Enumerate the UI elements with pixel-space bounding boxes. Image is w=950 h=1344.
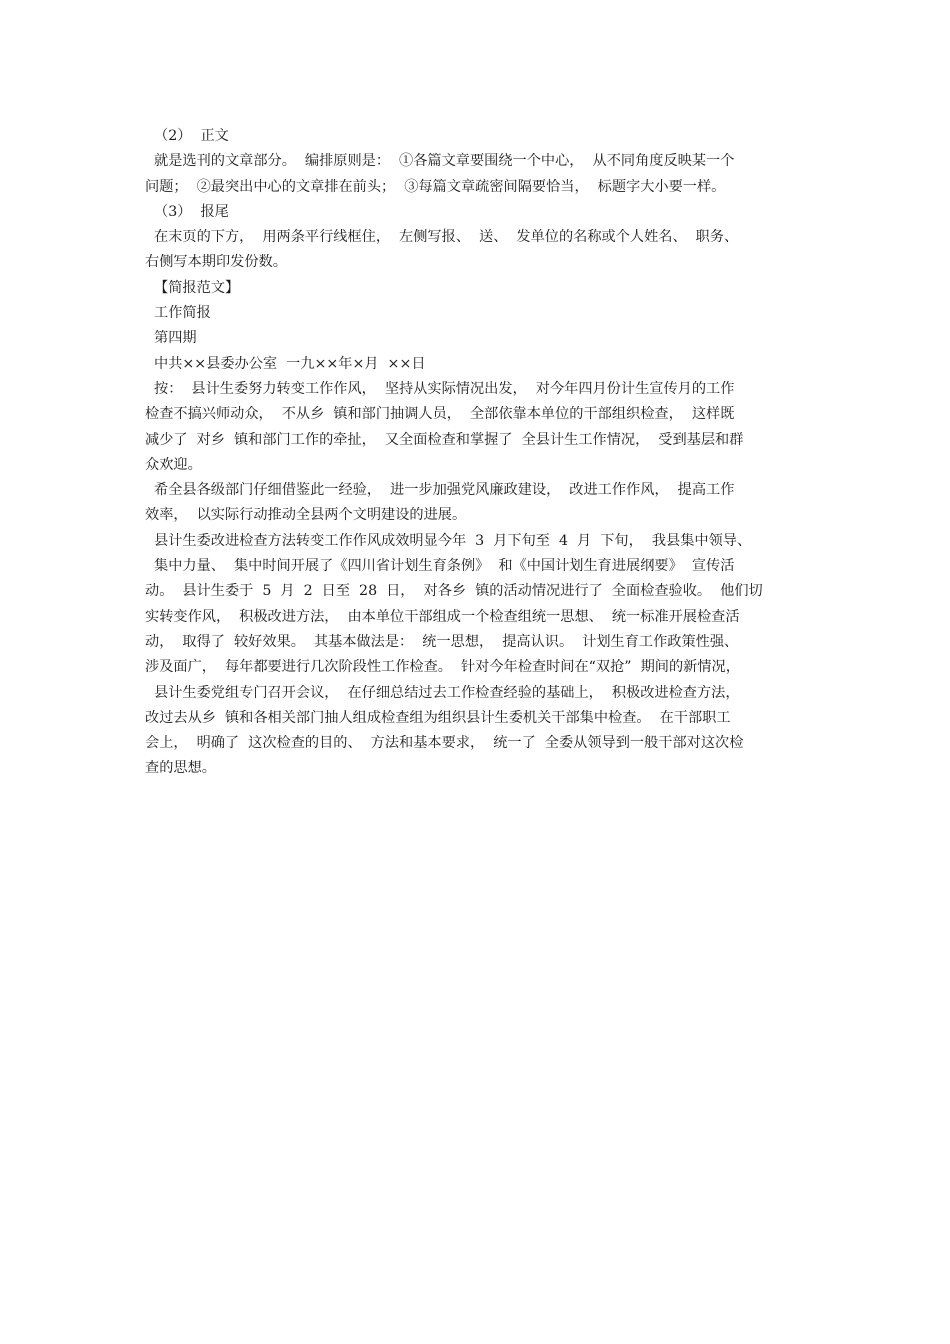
paragraph-line: 会上， 明确了 这次检查的目的、 方法和基本要求， 统一了 全委从领导到一般干部对这次检 (145, 735, 744, 752)
bulletin-issue: 第四期 (145, 330, 197, 347)
paragraph-line: 就是选刊的文章部分。 编排原则是： ①各篇文章要围绕一个中心， 从不同角度反映某一个 (145, 153, 735, 170)
paragraph-line: 县计生委改进检查方法转变工作作风成效明显今年 3 月下旬至 4 月 下旬， 我县集中领导、 (145, 532, 752, 549)
bulletin-title: 工作简报 (145, 305, 211, 322)
document-page (145, 124, 813, 782)
paragraph-line: 在末页的下方， 用两条平行线框住， 左侧写报、 送、 发单位的名称或个人姓名、 职务、 (145, 229, 739, 246)
paragraph-line: 集中力量、 集中时间开展了《四川省计划生育条例》 和《中国计划生育进展纲要》 宣传活 (145, 558, 735, 575)
paragraph-line: 涉及面广， 每年都要进行几次阶段性工作检查。 针对今年检查时间在“双抢” 期间的新情况， (145, 659, 740, 676)
paragraph-line: 效率， 以实际行动推动全县两个文明建设的进展。 (145, 507, 467, 524)
paragraph-line: 县计生委党组专门召开会议， 在仔细总结过去工作检查经验的基础上， 积极改进检查方法， (145, 684, 740, 701)
paragraph-line: 希全县各级部门仔细借鉴此一经验， 进一步加强党风廉政建设， 改进工作作风， 提高工作 (145, 482, 735, 499)
paragraph-line: 动。 县计生委于 5 月 2 日至 28 日， 对各乡 镇的活动情况进行了 全面检查验收。 他们切 (145, 583, 763, 600)
paragraph-line: 按： 县计生委努力转变工作作风， 坚持从实际情况出发， 对今年四月份计生宣传月的工作 (145, 380, 735, 397)
bulletin-issuer-date: 中共××县委办公室 一九××年×月 ××日 (145, 355, 426, 372)
paragraph-line: 右侧写本期印发份数。 (145, 254, 287, 271)
paragraph-line: 动， 取得了 较好效果。 其基本做法是： 统一思想， 提高认识。 计划生育工作政策性强、 (145, 633, 739, 650)
sample-heading: 【简报范文】 (145, 279, 240, 296)
section-heading-footer: （3） 报尾 (145, 203, 229, 220)
section-heading-body: （2） 正文 (145, 128, 229, 144)
paragraph-line: 实转变作风， 积极改进方法， 由本单位干部组成一个检查组统一思想、 统一标准开展检查活 (145, 608, 740, 625)
paragraph-line: 检查不搞兴师动众， 不从乡 镇和部门抽调人员， 全部依靠本单位的干部组织检查， 这样既 (145, 406, 735, 423)
paragraph-line: 减少了 对乡 镇和部门工作的牵扯， 又全面检查和掌握了 全县计生工作情况， 受到基层和群 (145, 431, 744, 448)
paragraph-line: 众欢迎。 (145, 456, 202, 473)
paragraph-line: 改过去从乡 镇和各相关部门抽人组成检查组为组织县计生委机关干部集中检查。 在干部职工 (145, 709, 731, 726)
paragraph-line: 问题； ②最突出中心的文章排在前头； ③每篇文章疏密间隔要恰当， 标题字大小要一样。 (145, 178, 726, 195)
paragraph-line: 查的思想。 (145, 760, 216, 777)
